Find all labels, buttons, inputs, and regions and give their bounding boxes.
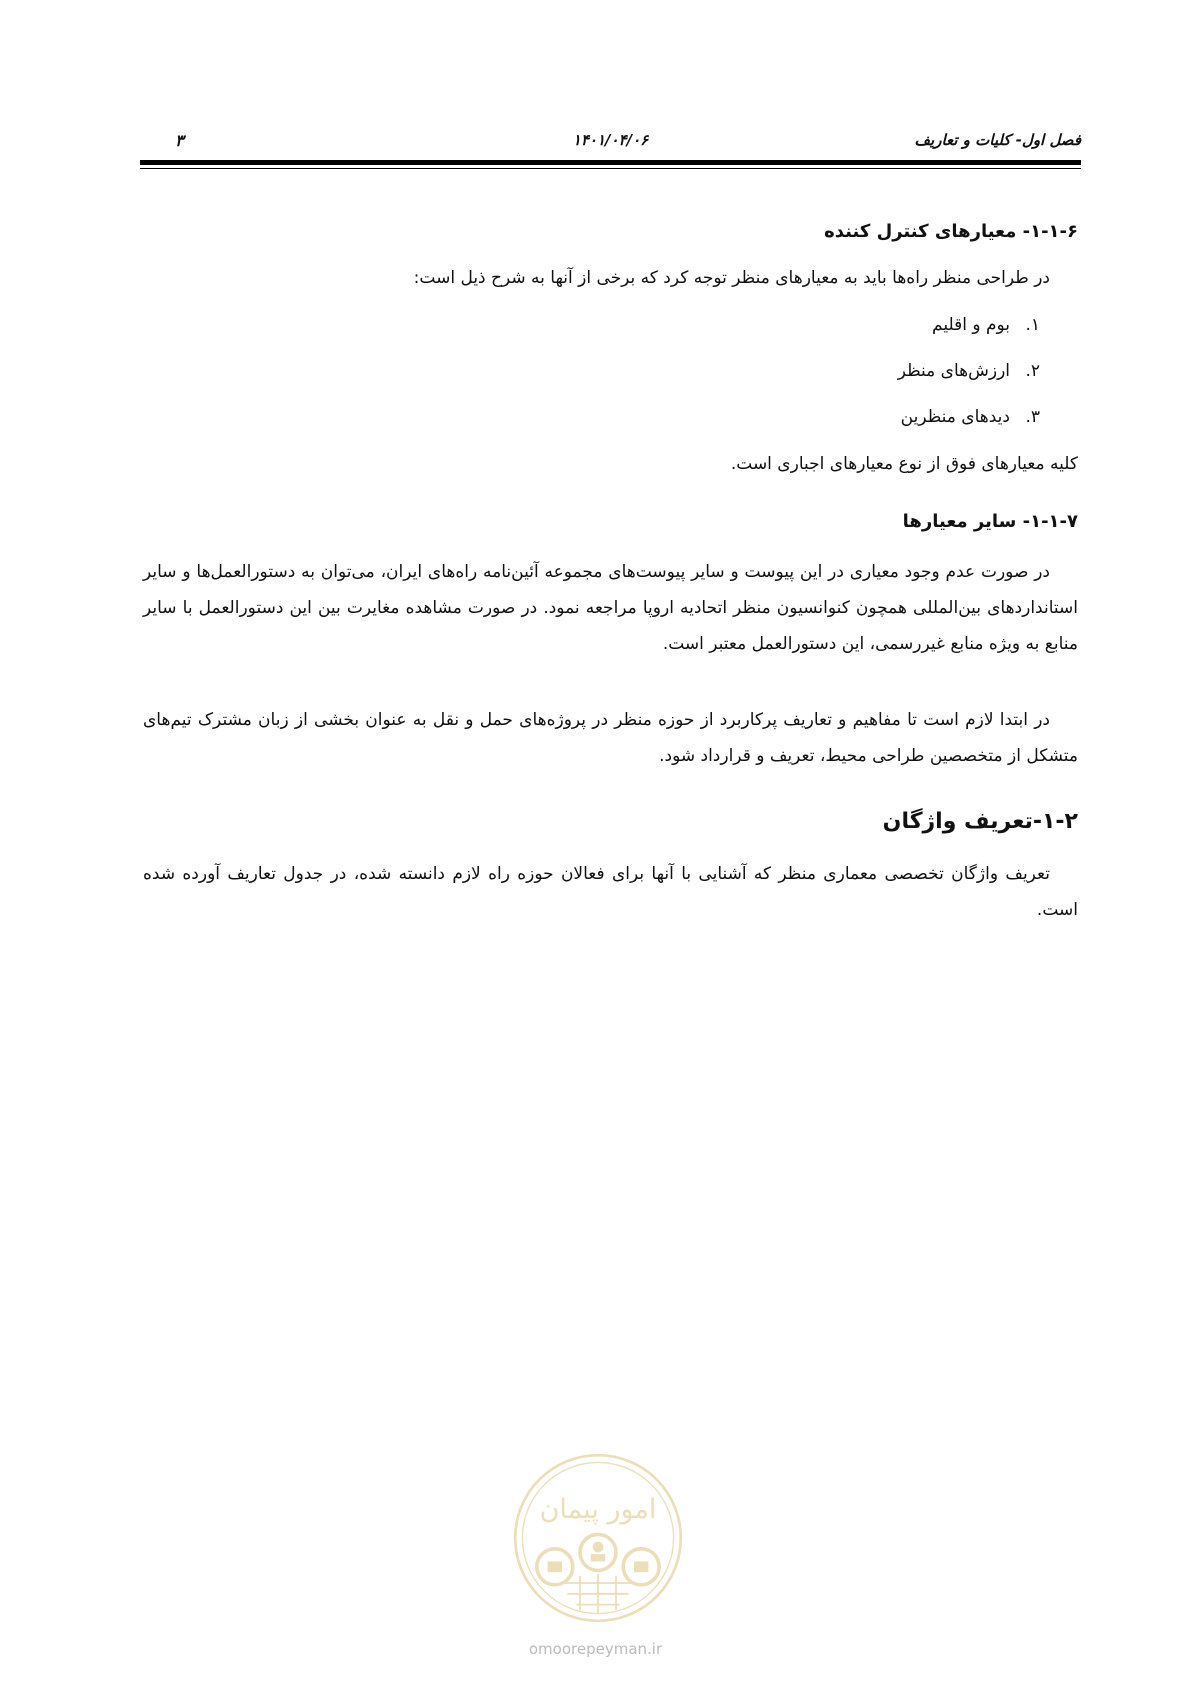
omoore-peyman-logo [508, 1448, 688, 1628]
list-item-text: دیدهای منظرین [900, 407, 1010, 427]
logo-calligraphy: امور پیمان [539, 1494, 657, 1526]
website-url[interactable]: omoorepeyman.ir [528, 1640, 663, 1658]
criteria-note: کلیه معیارهای فوق از نوع معیارهای اجباری است. [730, 454, 1078, 474]
list-item-number: ۲. [1025, 361, 1040, 381]
list-item-text: بوم و اقلیم [932, 315, 1010, 335]
header-rule-thick [140, 160, 1081, 165]
running-header [140, 128, 1081, 154]
header-date: ۱۴۰۱/۰۴/۰۶ [572, 131, 649, 149]
criteria-list [143, 302, 1078, 440]
section-heading-glossary: ۱-۲-تعریف واژگان [882, 809, 1078, 834]
glossary-paragraph: تعریف واژگان تخصصی معماری منظر که آشنایی با آنها برای فعالان حوزه راه لازم دانسته شده، در جدول تعاریف آورده شده است. [143, 864, 1078, 920]
chapter-title: فصل اول- کلیات و تعاریف [914, 131, 1081, 149]
header-rule-thin [140, 168, 1081, 169]
list-item-number: ۱. [1025, 315, 1040, 335]
list-item-number: ۳. [1025, 407, 1040, 427]
page-number: ۳ [175, 131, 184, 150]
control-criteria-intro: در طراحی منظر راه‌ها باید به معیارهای منظر توجه کرد که برخی از آنها به شرح ذیل است: [413, 268, 1050, 288]
section-heading-other-criteria: ۱-۱-۷- سایر معیارها [902, 511, 1078, 532]
list-item-text: ارزش‌های منظر [897, 361, 1010, 381]
concepts-paragraph: در ابتدا لازم است تا مفاهیم و تعاریف پرکاربرد از حوزه منظر در پروژه‌های حمل و نقل به عنوان بخشی از زبان مشترک تیم‌های متشکل از متخصصین طراحی محیط، تعریف و قرارداد شود. [143, 710, 1078, 766]
section-heading-control-criteria: ۱-۱-۶- معیارهای کنترل کننده [824, 221, 1078, 242]
list-item [143, 348, 1040, 394]
other-criteria-paragraph: در صورت عدم وجود معیاری در این پیوست و سایر پیوست‌های مجموعه آئین‌نامه راه‌های ایران، می‌توان به دستورالعمل‌ها و سایر استانداردهای بین‌المللی همچون کنوانسیون منظر اتحادیه اروپا مراجعه نمود. در صورت مشاهده مغایرت بین این دستورالعمل با سایر منابع به ویژه منابع غیررسمی، این دستورالعمل معتبر است. [143, 562, 1078, 654]
list-item [143, 394, 1040, 440]
page-content [143, 214, 1078, 928]
list-item [143, 302, 1040, 348]
